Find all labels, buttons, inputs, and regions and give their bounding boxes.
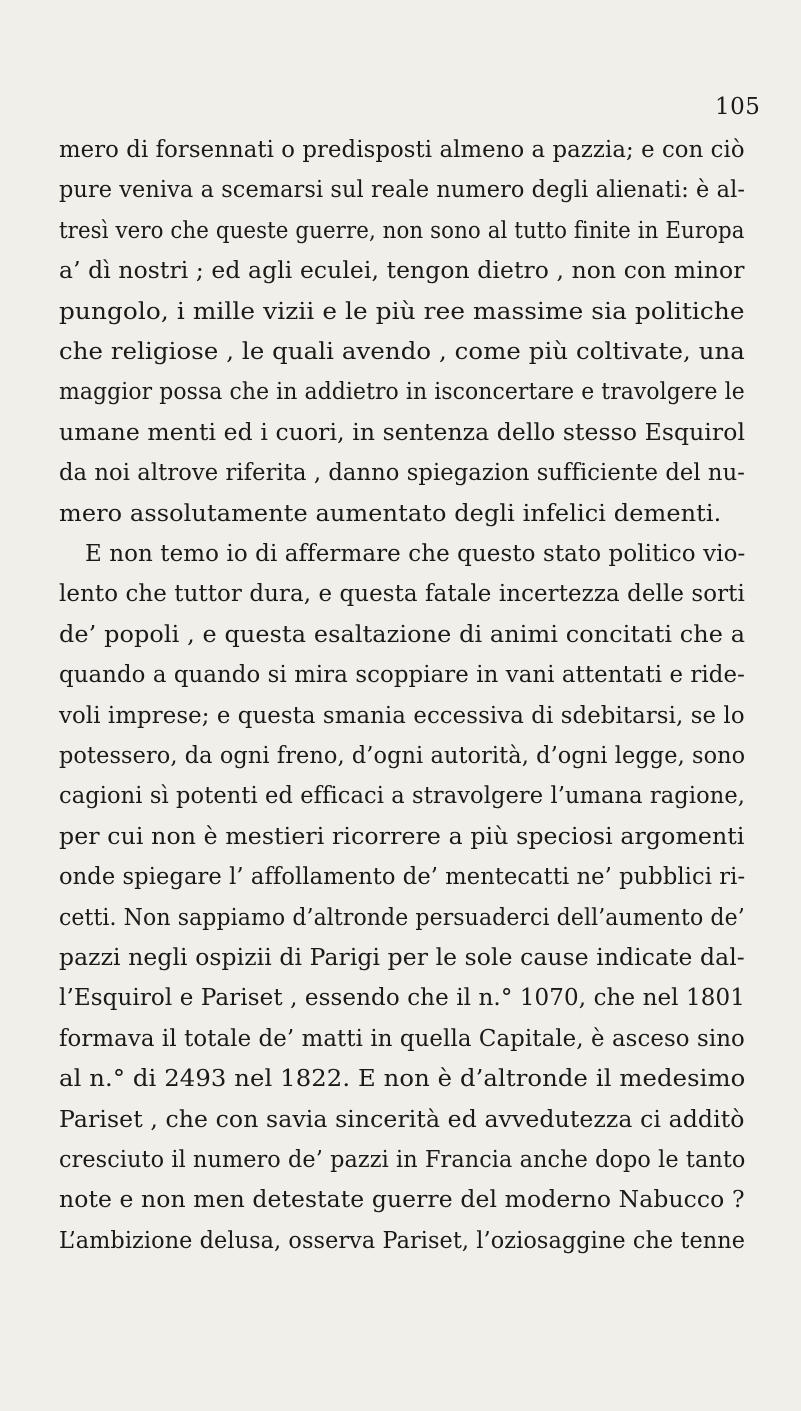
text-line: pungolo, i mille vizii e le più ree massime sia politiche [59,296,745,325]
text-line: E non temo io di affermare che questo stato politico vio- [85,539,746,567]
text-line: da noi altrove riferita , danno spiegazion sufficiente del nu- [59,458,745,487]
text-line: voli imprese; e questa smania eccessiva di sdebitarsi, se lo [59,700,745,729]
text-line: Pariset , che con savia sincerità ed avvedutezza ci additò [59,1104,745,1133]
text-line: cresciuto il numero de’ pazzi in Francia anche dopo le tanto [59,1145,746,1173]
text-line: onde spiegare l’ affollamento de’ mentecatti ne’ pubblici ri- [59,862,746,891]
text-line: note e non men detestate guerre del moderno Nabucco ? [59,1185,745,1214]
text-line: a’ dì nostri ; ed agli eculei, tengon dietro , non con minor [59,256,745,285]
text-line: maggior possa che in addietro in isconcertare e travolgere le [59,377,745,406]
text-line: al n.° di 2493 nel 1822. E non è d’altronde il medesimo [59,1064,746,1093]
text-line: tresì vero che queste guerre, non sono al tutto finite in Europa [59,215,745,244]
text-line: formava il totale de’ matti in quella Capitale, è asceso sino [59,1023,745,1052]
text-line: umane menti ed i cuori, in sentenza dello stesso Esquirol [59,417,746,446]
page-number: 105 [715,94,761,120]
text-line: de’ popoli , e questa esaltazione di animi concitati che a [59,619,746,648]
text-line: quando a quando si mira scoppiare in vani attentati e ride- [59,660,745,689]
text-line: pure veniva a scemarsi sul reale numero degli alienati: è al- [59,175,745,204]
text-line: mero di forsennati o predisposti almeno a pazzia; e con ciò [59,135,745,163]
text-line: potessero, da ogni freno, d’ogni autorità, d’ogni legge, sono [59,741,746,769]
text-line: L’ambizione delusa, osserva Pariset, l’oziosaggine che tenne [59,1225,746,1254]
text-line: l’Esquirol e Pariset , essendo che il n.° 1070, che nel 1801 [59,983,745,1012]
text-line: cetti. Non sappiamo d’altronde persuaderci dell’aumento de’ [59,902,745,931]
text-line: per cui non è mestieri ricorrere a più speciosi argomenti [59,821,745,850]
text-line: cagioni sì potenti ed efficaci a stravolgere l’umana ragione, [59,781,746,810]
text-line: mero assolutamente aumentato degli infelici dementi. [59,498,722,527]
text-line: lento che tuttor dura, e questa fatale incertezza delle sorti [59,579,745,608]
text-line: pazzi negli ospizii di Parigi per le sole cause indicate dal- [59,943,745,971]
text-line: che religiose , le quali avendo , come più coltivate, una [59,337,745,365]
